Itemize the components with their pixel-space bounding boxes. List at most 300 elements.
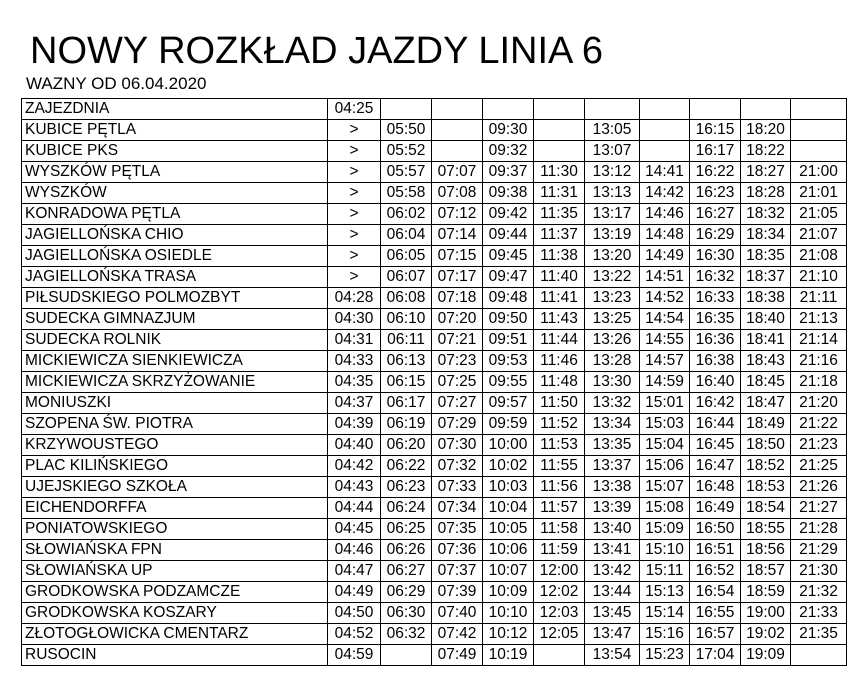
departure-time-cell: 07:36 <box>432 540 483 561</box>
departure-time-cell: > <box>328 183 381 204</box>
departure-time-cell: 11:57 <box>534 498 585 519</box>
table-row <box>22 582 847 603</box>
departure-time-cell <box>432 99 483 120</box>
departure-time-cell: 06:02 <box>381 204 432 225</box>
stop-name-cell: JAGIELLOŃSKA CHIO <box>22 225 328 246</box>
departure-time-cell: 09:44 <box>483 225 534 246</box>
table-row <box>22 351 847 372</box>
departure-time-cell: 05:50 <box>381 120 432 141</box>
departure-time-cell: 09:47 <box>483 267 534 288</box>
departure-time-cell: 16:49 <box>690 498 741 519</box>
departure-time-cell: 12:02 <box>534 582 585 603</box>
stop-name-cell: PIŁSUDSKIEGO POLMOZBYT <box>22 288 328 309</box>
departure-time-cell <box>381 645 432 666</box>
departure-time-cell: 07:42 <box>432 624 483 645</box>
stop-name-cell: UJEJSKIEGO SZKOŁA <box>22 477 328 498</box>
departure-time-cell: 18:38 <box>741 288 791 309</box>
departure-time-cell: 10:02 <box>483 456 534 477</box>
departure-time-cell: 18:43 <box>741 351 791 372</box>
stop-name-cell: MICKIEWICZA SIENKIEWICZA <box>22 351 328 372</box>
stop-name-cell: GRODKOWSKA PODZAMCZE <box>22 582 328 603</box>
departure-time-cell: 06:29 <box>381 582 432 603</box>
departure-time-cell: 04:25 <box>328 99 381 120</box>
departure-time-cell: 04:44 <box>328 498 381 519</box>
departure-time-cell: 21:11 <box>791 288 847 309</box>
departure-time-cell: 18:37 <box>741 267 791 288</box>
table-row <box>22 435 847 456</box>
table-row <box>22 603 847 624</box>
departure-time-cell: 11:46 <box>534 351 585 372</box>
stop-name-cell: GRODKOWSKA KOSZARY <box>22 603 328 624</box>
departure-time-cell: 18:34 <box>741 225 791 246</box>
departure-time-cell: 06:32 <box>381 624 432 645</box>
page-title: NOWY ROZKŁAD JAZDY LINIA 6 <box>30 30 603 72</box>
stop-name-cell: EICHENDORFFA <box>22 498 328 519</box>
departure-time-cell: 09:51 <box>483 330 534 351</box>
departure-time-cell: 18:32 <box>741 204 791 225</box>
departure-time-cell: 07:35 <box>432 519 483 540</box>
departure-time-cell: 16:42 <box>690 393 741 414</box>
departure-time-cell: 15:03 <box>640 414 690 435</box>
departure-time-cell: 13:20 <box>585 246 640 267</box>
departure-time-cell: 06:25 <box>381 519 432 540</box>
departure-time-cell: 18:47 <box>741 393 791 414</box>
departure-time-cell: 13:44 <box>585 582 640 603</box>
table-row <box>22 540 847 561</box>
departure-time-cell: 14:52 <box>640 288 690 309</box>
departure-time-cell: 13:19 <box>585 225 640 246</box>
departure-time-cell <box>534 120 585 141</box>
departure-time-cell: 18:52 <box>741 456 791 477</box>
departure-time-cell: 09:59 <box>483 414 534 435</box>
departure-time-cell: 21:28 <box>791 519 847 540</box>
departure-time-cell: 04:50 <box>328 603 381 624</box>
departure-time-cell: 04:37 <box>328 393 381 414</box>
departure-time-cell: 16:45 <box>690 435 741 456</box>
departure-time-cell: 18:20 <box>741 120 791 141</box>
departure-time-cell: 13:41 <box>585 540 640 561</box>
departure-time-cell: > <box>328 267 381 288</box>
departure-time-cell: 04:59 <box>328 645 381 666</box>
departure-time-cell: 11:53 <box>534 435 585 456</box>
departure-time-cell: 18:22 <box>741 141 791 162</box>
departure-time-cell: 06:07 <box>381 267 432 288</box>
departure-time-cell: 06:11 <box>381 330 432 351</box>
departure-time-cell <box>640 99 690 120</box>
departure-time-cell: 15:14 <box>640 603 690 624</box>
departure-time-cell: 07:07 <box>432 162 483 183</box>
departure-time-cell: 09:42 <box>483 204 534 225</box>
departure-time-cell: 21:01 <box>791 183 847 204</box>
departure-time-cell: 16:27 <box>690 204 741 225</box>
departure-time-cell: 16:47 <box>690 456 741 477</box>
departure-time-cell <box>791 141 847 162</box>
departure-time-cell: 13:26 <box>585 330 640 351</box>
departure-time-cell: 21:18 <box>791 372 847 393</box>
departure-time-cell: 05:57 <box>381 162 432 183</box>
stop-name-cell: PLAC KILIŃSKIEGO <box>22 456 328 477</box>
departure-time-cell: 11:44 <box>534 330 585 351</box>
stop-name-cell: MICKIEWICZA SKRZYŻOWANIE <box>22 372 328 393</box>
departure-time-cell: 21:05 <box>791 204 847 225</box>
departure-time-cell: 12:05 <box>534 624 585 645</box>
stop-name-cell: KUBICE PĘTLA <box>22 120 328 141</box>
departure-time-cell: 15:04 <box>640 435 690 456</box>
departure-time-cell: 15:13 <box>640 582 690 603</box>
departure-time-cell: 14:41 <box>640 162 690 183</box>
departure-time-cell: 16:17 <box>690 141 741 162</box>
departure-time-cell <box>534 99 585 120</box>
departure-time-cell: 13:40 <box>585 519 640 540</box>
departure-time-cell: 04:28 <box>328 288 381 309</box>
departure-time-cell: 15:09 <box>640 519 690 540</box>
departure-time-cell: 16:54 <box>690 582 741 603</box>
departure-time-cell: 07:25 <box>432 372 483 393</box>
departure-time-cell <box>791 99 847 120</box>
departure-time-cell: 05:52 <box>381 141 432 162</box>
departure-time-cell: 19:02 <box>741 624 791 645</box>
departure-time-cell: 04:35 <box>328 372 381 393</box>
departure-time-cell: 18:50 <box>741 435 791 456</box>
departure-time-cell: 07:18 <box>432 288 483 309</box>
departure-time-cell: 11:38 <box>534 246 585 267</box>
departure-time-cell: 09:53 <box>483 351 534 372</box>
departure-time-cell: 11:40 <box>534 267 585 288</box>
departure-time-cell: 09:57 <box>483 393 534 414</box>
departure-time-cell: 14:42 <box>640 183 690 204</box>
departure-time-cell: 16:40 <box>690 372 741 393</box>
stop-name-cell: SŁOWIAŃSKA UP <box>22 561 328 582</box>
table-row <box>22 372 847 393</box>
departure-time-cell: 14:54 <box>640 309 690 330</box>
departure-time-cell: 16:51 <box>690 540 741 561</box>
departure-time-cell: 18:53 <box>741 477 791 498</box>
departure-time-cell: 13:42 <box>585 561 640 582</box>
departure-time-cell: 10:19 <box>483 645 534 666</box>
departure-time-cell: 04:39 <box>328 414 381 435</box>
departure-time-cell: 11:43 <box>534 309 585 330</box>
departure-time-cell: 06:24 <box>381 498 432 519</box>
departure-time-cell: 10:12 <box>483 624 534 645</box>
stop-name-cell: JAGIELLOŃSKA TRASA <box>22 267 328 288</box>
departure-time-cell: 16:33 <box>690 288 741 309</box>
departure-time-cell: 18:59 <box>741 582 791 603</box>
departure-time-cell: 07:14 <box>432 225 483 246</box>
departure-time-cell: 09:48 <box>483 288 534 309</box>
departure-time-cell: 18:55 <box>741 519 791 540</box>
departure-time-cell: 07:21 <box>432 330 483 351</box>
table-row <box>22 246 847 267</box>
stop-name-cell: SZOPENA ŚW. PIOTRA <box>22 414 328 435</box>
table-row <box>22 309 847 330</box>
departure-time-cell: 10:05 <box>483 519 534 540</box>
departure-time-cell <box>432 141 483 162</box>
departure-time-cell: 07:49 <box>432 645 483 666</box>
departure-time-cell: 07:39 <box>432 582 483 603</box>
timetable <box>21 98 847 666</box>
departure-time-cell: 11:56 <box>534 477 585 498</box>
departure-time-cell: 16:44 <box>690 414 741 435</box>
table-row <box>22 120 847 141</box>
departure-time-cell <box>791 645 847 666</box>
departure-time-cell: 14:51 <box>640 267 690 288</box>
departure-time-cell <box>585 99 640 120</box>
departure-time-cell: > <box>328 225 381 246</box>
departure-time-cell: 11:52 <box>534 414 585 435</box>
departure-time-cell: 05:58 <box>381 183 432 204</box>
departure-time-cell: 15:11 <box>640 561 690 582</box>
departure-time-cell: 10:03 <box>483 477 534 498</box>
departure-time-cell: 18:41 <box>741 330 791 351</box>
departure-time-cell: 06:04 <box>381 225 432 246</box>
departure-time-cell: 06:19 <box>381 414 432 435</box>
stop-name-cell: ZAJEZDNIA <box>22 99 328 120</box>
departure-time-cell: 07:30 <box>432 435 483 456</box>
departure-time-cell: 15:01 <box>640 393 690 414</box>
departure-time-cell: 18:49 <box>741 414 791 435</box>
departure-time-cell: 14:59 <box>640 372 690 393</box>
departure-time-cell: 07:32 <box>432 456 483 477</box>
departure-time-cell: 09:45 <box>483 246 534 267</box>
departure-time-cell: 07:20 <box>432 309 483 330</box>
table-row <box>22 99 847 120</box>
departure-time-cell: 09:32 <box>483 141 534 162</box>
departure-time-cell <box>690 99 741 120</box>
departure-time-cell <box>381 99 432 120</box>
table-row <box>22 477 847 498</box>
departure-time-cell: > <box>328 120 381 141</box>
departure-time-cell: 21:10 <box>791 267 847 288</box>
departure-time-cell: 21:32 <box>791 582 847 603</box>
departure-time-cell: 13:39 <box>585 498 640 519</box>
stop-name-cell: KRZYWOUSTEGO <box>22 435 328 456</box>
departure-time-cell: 15:08 <box>640 498 690 519</box>
departure-time-cell: 21:20 <box>791 393 847 414</box>
departure-time-cell: 07:17 <box>432 267 483 288</box>
departure-time-cell: 10:10 <box>483 603 534 624</box>
departure-time-cell: 18:28 <box>741 183 791 204</box>
departure-time-cell: 09:50 <box>483 309 534 330</box>
departure-time-cell: 18:40 <box>741 309 791 330</box>
departure-time-cell: 11:55 <box>534 456 585 477</box>
departure-time-cell: 09:55 <box>483 372 534 393</box>
table-row <box>22 561 847 582</box>
stop-name-cell: WYSZKÓW <box>22 183 328 204</box>
departure-time-cell: 17:04 <box>690 645 741 666</box>
departure-time-cell: 07:40 <box>432 603 483 624</box>
stop-name-cell: SUDECKA ROLNIK <box>22 330 328 351</box>
departure-time-cell: 07:27 <box>432 393 483 414</box>
departure-time-cell: 14:57 <box>640 351 690 372</box>
departure-time-cell: 04:43 <box>328 477 381 498</box>
departure-time-cell <box>534 141 585 162</box>
departure-time-cell <box>640 120 690 141</box>
stop-name-cell: KUBICE PKS <box>22 141 328 162</box>
table-row <box>22 414 847 435</box>
departure-time-cell: 10:00 <box>483 435 534 456</box>
departure-time-cell: 10:07 <box>483 561 534 582</box>
departure-time-cell: 06:30 <box>381 603 432 624</box>
table-row <box>22 456 847 477</box>
stop-name-cell: KONRADOWA PĘTLA <box>22 204 328 225</box>
departure-time-cell: 07:15 <box>432 246 483 267</box>
departure-time-cell: 06:26 <box>381 540 432 561</box>
departure-time-cell: 18:57 <box>741 561 791 582</box>
departure-time-cell: 15:10 <box>640 540 690 561</box>
table-row <box>22 624 847 645</box>
departure-time-cell: 21:26 <box>791 477 847 498</box>
departure-time-cell: 21:35 <box>791 624 847 645</box>
departure-time-cell: 11:59 <box>534 540 585 561</box>
departure-time-cell: 07:34 <box>432 498 483 519</box>
departure-time-cell: 11:37 <box>534 225 585 246</box>
departure-time-cell: 11:48 <box>534 372 585 393</box>
departure-time-cell: 21:33 <box>791 603 847 624</box>
departure-time-cell: 15:07 <box>640 477 690 498</box>
departure-time-cell: 04:47 <box>328 561 381 582</box>
table-row <box>22 225 847 246</box>
departure-time-cell: 04:30 <box>328 309 381 330</box>
departure-time-cell: > <box>328 246 381 267</box>
departure-time-cell <box>534 645 585 666</box>
departure-time-cell: > <box>328 162 381 183</box>
departure-time-cell: 19:09 <box>741 645 791 666</box>
departure-time-cell: 21:07 <box>791 225 847 246</box>
departure-time-cell: 06:22 <box>381 456 432 477</box>
table-row <box>22 204 847 225</box>
departure-time-cell: 07:08 <box>432 183 483 204</box>
departure-time-cell: 04:46 <box>328 540 381 561</box>
departure-time-cell: 18:45 <box>741 372 791 393</box>
departure-time-cell <box>741 99 791 120</box>
departure-time-cell: 21:23 <box>791 435 847 456</box>
departure-time-cell: 21:30 <box>791 561 847 582</box>
departure-time-cell: 13:34 <box>585 414 640 435</box>
table-row <box>22 162 847 183</box>
departure-time-cell: 13:30 <box>585 372 640 393</box>
departure-time-cell: 11:50 <box>534 393 585 414</box>
departure-time-cell: 10:06 <box>483 540 534 561</box>
departure-time-cell: 04:31 <box>328 330 381 351</box>
departure-time-cell: 06:20 <box>381 435 432 456</box>
departure-time-cell: 11:31 <box>534 183 585 204</box>
stop-name-cell: SŁOWIAŃSKA FPN <box>22 540 328 561</box>
departure-time-cell: > <box>328 141 381 162</box>
departure-time-cell: 16:52 <box>690 561 741 582</box>
departure-time-cell: 06:05 <box>381 246 432 267</box>
departure-time-cell: 16:55 <box>690 603 741 624</box>
departure-time-cell: 14:48 <box>640 225 690 246</box>
departure-time-cell: 15:06 <box>640 456 690 477</box>
departure-time-cell: 13:32 <box>585 393 640 414</box>
table-row <box>22 519 847 540</box>
departure-time-cell: 21:13 <box>791 309 847 330</box>
departure-time-cell: > <box>328 204 381 225</box>
departure-time-cell: 13:25 <box>585 309 640 330</box>
departure-time-cell: 09:38 <box>483 183 534 204</box>
departure-time-cell: 09:37 <box>483 162 534 183</box>
departure-time-cell: 13:22 <box>585 267 640 288</box>
departure-time-cell: 21:29 <box>791 540 847 561</box>
departure-time-cell: 16:38 <box>690 351 741 372</box>
departure-time-cell: 13:47 <box>585 624 640 645</box>
departure-time-cell: 10:04 <box>483 498 534 519</box>
departure-time-cell: 11:30 <box>534 162 585 183</box>
departure-time-cell: 14:55 <box>640 330 690 351</box>
departure-time-cell <box>483 99 534 120</box>
timetable-body <box>22 99 847 666</box>
departure-time-cell: 04:45 <box>328 519 381 540</box>
departure-time-cell: 07:12 <box>432 204 483 225</box>
stop-name-cell: ZŁOTOGŁOWICKA CMENTARZ <box>22 624 328 645</box>
table-row <box>22 645 847 666</box>
table-row <box>22 330 847 351</box>
departure-time-cell: 21:14 <box>791 330 847 351</box>
table-row <box>22 288 847 309</box>
departure-time-cell: 11:41 <box>534 288 585 309</box>
departure-time-cell: 07:33 <box>432 477 483 498</box>
departure-time-cell: 14:49 <box>640 246 690 267</box>
departure-time-cell: 13:54 <box>585 645 640 666</box>
departure-time-cell: 11:58 <box>534 519 585 540</box>
departure-time-cell: 06:17 <box>381 393 432 414</box>
table-row <box>22 183 847 204</box>
departure-time-cell: 10:09 <box>483 582 534 603</box>
departure-time-cell <box>640 141 690 162</box>
departure-time-cell: 16:35 <box>690 309 741 330</box>
stop-name-cell: SUDECKA GIMNAZJUM <box>22 309 328 330</box>
departure-time-cell: 16:30 <box>690 246 741 267</box>
departure-time-cell: 13:13 <box>585 183 640 204</box>
departure-time-cell: 13:35 <box>585 435 640 456</box>
departure-time-cell: 16:50 <box>690 519 741 540</box>
departure-time-cell: 04:52 <box>328 624 381 645</box>
departure-time-cell: 16:23 <box>690 183 741 204</box>
departure-time-cell: 07:29 <box>432 414 483 435</box>
departure-time-cell: 12:00 <box>534 561 585 582</box>
departure-time-cell: 13:17 <box>585 204 640 225</box>
departure-time-cell: 18:54 <box>741 498 791 519</box>
departure-time-cell <box>432 120 483 141</box>
valid-from-label: WAZNY OD 06.04.2020 <box>26 74 207 93</box>
departure-time-cell: 21:27 <box>791 498 847 519</box>
table-row <box>22 498 847 519</box>
table-row <box>22 141 847 162</box>
departure-time-cell: 11:35 <box>534 204 585 225</box>
departure-time-cell: 07:23 <box>432 351 483 372</box>
departure-time-cell: 04:40 <box>328 435 381 456</box>
stop-name-cell: RUSOCIN <box>22 645 328 666</box>
departure-time-cell: 18:56 <box>741 540 791 561</box>
departure-time-cell: 16:22 <box>690 162 741 183</box>
departure-time-cell: 06:10 <box>381 309 432 330</box>
departure-time-cell: 13:12 <box>585 162 640 183</box>
stop-name-cell: JAGIELLOŃSKA OSIEDLE <box>22 246 328 267</box>
departure-time-cell: 12:03 <box>534 603 585 624</box>
departure-time-cell: 16:32 <box>690 267 741 288</box>
stop-name-cell: MONIUSZKI <box>22 393 328 414</box>
departure-time-cell: 15:16 <box>640 624 690 645</box>
departure-time-cell: 15:23 <box>640 645 690 666</box>
departure-time-cell: 06:27 <box>381 561 432 582</box>
departure-time-cell <box>791 120 847 141</box>
departure-time-cell: 13:05 <box>585 120 640 141</box>
departure-time-cell: 13:23 <box>585 288 640 309</box>
departure-time-cell: 21:00 <box>791 162 847 183</box>
stop-name-cell: WYSZKÓW PĘTLA <box>22 162 328 183</box>
departure-time-cell: 06:23 <box>381 477 432 498</box>
table-row <box>22 267 847 288</box>
